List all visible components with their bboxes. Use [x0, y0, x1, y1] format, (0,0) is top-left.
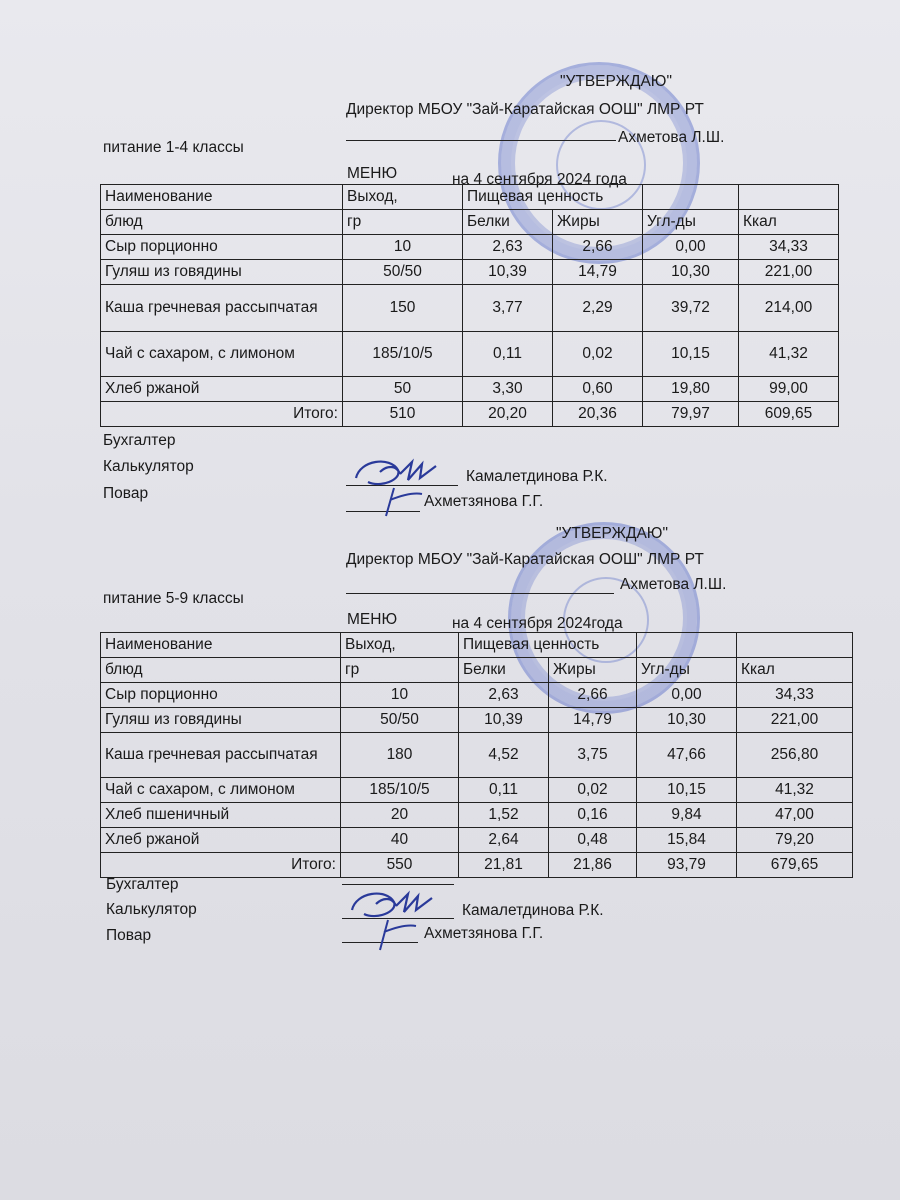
- total-yield: 510: [343, 402, 463, 427]
- dish-name: Хлеб ржаной: [101, 828, 341, 853]
- total-yield: 550: [341, 853, 459, 878]
- header-empty: [643, 185, 739, 210]
- dish-name: Чай с сахаром, с лимоном: [101, 778, 341, 803]
- dish-yield: 185/10/5: [343, 332, 463, 377]
- header-carbs: Угл-ды: [643, 210, 739, 235]
- class-group-2: питание 5-9 классы: [103, 590, 244, 607]
- dish-name: Каша гречневая рассыпчатая: [101, 733, 341, 778]
- approve-heading-2: "УТВЕРЖДАЮ": [556, 525, 668, 542]
- dish-fat: 0,60: [553, 377, 643, 402]
- header-kcal: Ккал: [737, 658, 853, 683]
- approve-heading-1: "УТВЕРЖДАЮ": [560, 73, 672, 90]
- total-kcal: 609,65: [739, 402, 839, 427]
- director-name-1: Ахметова Л.Ш.: [618, 129, 725, 146]
- dish-carbs: 10,30: [643, 260, 739, 285]
- handwritten-signature-icon: [346, 882, 456, 954]
- header-protein: Белки: [459, 658, 549, 683]
- dish-carbs: 9,84: [637, 803, 737, 828]
- total-fat: 21,86: [549, 853, 637, 878]
- menu-date-1: на 4 сентября 2024 года: [452, 171, 627, 188]
- header-name-cont: блюд: [101, 658, 341, 683]
- dish-yield: 50/50: [341, 708, 459, 733]
- header-kcal: Ккал: [739, 210, 839, 235]
- total-label: Итого:: [101, 402, 343, 427]
- dish-kcal: 221,00: [737, 708, 853, 733]
- dish-yield: 20: [341, 803, 459, 828]
- dish-carbs: 39,72: [643, 285, 739, 332]
- dish-kcal: 221,00: [739, 260, 839, 285]
- header-yield: Выход,: [341, 633, 459, 658]
- dish-name: Чай с сахаром, с лимоном: [101, 332, 343, 377]
- dish-kcal: 79,20: [737, 828, 853, 853]
- dish-carbs: 15,84: [637, 828, 737, 853]
- accountant-label-2: Бухгалтер: [106, 876, 179, 893]
- menu-title-1: МЕНЮ: [347, 165, 398, 182]
- dish-kcal: 34,33: [737, 683, 853, 708]
- header-empty: [739, 185, 839, 210]
- dish-protein: 3,30: [463, 377, 553, 402]
- dish-yield: 50/50: [343, 260, 463, 285]
- header-fat: Жиры: [549, 658, 637, 683]
- dish-carbs: 10,30: [637, 708, 737, 733]
- dish-carbs: 19,80: [643, 377, 739, 402]
- dish-carbs: 0,00: [643, 235, 739, 260]
- accountant-label-1: Бухгалтер: [103, 432, 176, 449]
- total-protein: 20,20: [463, 402, 553, 427]
- dish-fat: 3,75: [549, 733, 637, 778]
- dish-fat: 0,16: [549, 803, 637, 828]
- dish-kcal: 34,33: [739, 235, 839, 260]
- menu-date-2: на 4 сентября 2024года: [452, 615, 623, 632]
- dish-kcal: 47,00: [737, 803, 853, 828]
- dish-fat: 2,29: [553, 285, 643, 332]
- header-empty: [637, 633, 737, 658]
- total-carbs: 79,97: [643, 402, 739, 427]
- header-carbs: Угл-ды: [637, 658, 737, 683]
- dish-protein: 10,39: [463, 260, 553, 285]
- header-name: Наименование: [101, 185, 343, 210]
- total-kcal: 679,65: [737, 853, 853, 878]
- dish-fat: 0,48: [549, 828, 637, 853]
- cook-label-2: Повар: [106, 927, 152, 944]
- dish-yield: 185/10/5: [341, 778, 459, 803]
- dish-name: Сыр порционно: [101, 235, 343, 260]
- dish-fat: 2,66: [549, 683, 637, 708]
- calculator-name-2: Камалетдинова Р.К.: [462, 902, 604, 919]
- dish-protein: 4,52: [459, 733, 549, 778]
- header-nutrition: Пищевая ценность: [463, 185, 643, 210]
- header-empty: [737, 633, 853, 658]
- cook-name-2: Ахметзянова Г.Г.: [424, 925, 544, 942]
- dish-yield: 40: [341, 828, 459, 853]
- dish-fat: 14,79: [553, 260, 643, 285]
- dish-carbs: 10,15: [637, 778, 737, 803]
- total-label: Итого:: [101, 853, 341, 878]
- dish-carbs: 10,15: [643, 332, 739, 377]
- dish-yield: 150: [343, 285, 463, 332]
- header-nutrition: Пищевая ценность: [459, 633, 637, 658]
- dish-name: Сыр порционно: [101, 683, 341, 708]
- dish-protein: 10,39: [459, 708, 549, 733]
- dish-kcal: 256,80: [737, 733, 853, 778]
- menu-title-2: МЕНЮ: [347, 611, 398, 628]
- dish-yield: 10: [341, 683, 459, 708]
- cook-name-1: Ахметзянова Г.Г.: [424, 493, 544, 510]
- menu-table-2: [100, 632, 853, 878]
- menu-table-1: [100, 184, 839, 427]
- dish-protein: 2,63: [463, 235, 553, 260]
- director-name-2: Ахметова Л.Ш.: [620, 576, 727, 593]
- dish-kcal: 41,32: [737, 778, 853, 803]
- dish-yield: 180: [341, 733, 459, 778]
- header-name: Наименование: [101, 633, 341, 658]
- dish-kcal: 99,00: [739, 377, 839, 402]
- header-fat: Жиры: [553, 210, 643, 235]
- dish-kcal: 41,32: [739, 332, 839, 377]
- dish-fat: 14,79: [549, 708, 637, 733]
- cook-label-1: Повар: [103, 485, 149, 502]
- dish-name: Гуляш из говядины: [101, 260, 343, 285]
- dish-name: Каша гречневая рассыпчатая: [101, 285, 343, 332]
- dish-name: Гуляш из говядины: [101, 708, 341, 733]
- dish-fat: 2,66: [553, 235, 643, 260]
- dish-carbs: 47,66: [637, 733, 737, 778]
- class-group-1: питание 1-4 классы: [103, 139, 244, 156]
- handwritten-signature-icon: [350, 448, 460, 520]
- header-yield: Выход,: [343, 185, 463, 210]
- header-yield-unit: гр: [341, 658, 459, 683]
- total-fat: 20,36: [553, 402, 643, 427]
- dish-protein: 2,63: [459, 683, 549, 708]
- dish-fat: 0,02: [549, 778, 637, 803]
- dish-name: Хлеб ржаной: [101, 377, 343, 402]
- dish-yield: 50: [343, 377, 463, 402]
- calculator-label-2: Калькулятор: [106, 901, 197, 918]
- total-carbs: 93,79: [637, 853, 737, 878]
- director-line-2: Директор МБОУ "Зай-Каратайская ООШ" ЛМР РТ: [346, 551, 704, 568]
- dish-protein: 1,52: [459, 803, 549, 828]
- header-yield-unit: гр: [343, 210, 463, 235]
- dish-protein: 0,11: [459, 778, 549, 803]
- dish-carbs: 0,00: [637, 683, 737, 708]
- director-line-1: Директор МБОУ "Зай-Каратайская ООШ" ЛМР РТ: [346, 101, 704, 118]
- director-signature-line-1: [346, 140, 616, 141]
- dish-kcal: 214,00: [739, 285, 839, 332]
- header-name-cont: блюд: [101, 210, 343, 235]
- dish-name: Хлеб пшеничный: [101, 803, 341, 828]
- director-signature-line-2: [346, 593, 614, 594]
- dish-protein: 3,77: [463, 285, 553, 332]
- calculator-name-1: Камалетдинова Р.К.: [466, 468, 608, 485]
- dish-fat: 0,02: [553, 332, 643, 377]
- header-protein: Белки: [463, 210, 553, 235]
- total-protein: 21,81: [459, 853, 549, 878]
- dish-protein: 0,11: [463, 332, 553, 377]
- dish-yield: 10: [343, 235, 463, 260]
- calculator-label-1: Калькулятор: [103, 458, 194, 475]
- dish-protein: 2,64: [459, 828, 549, 853]
